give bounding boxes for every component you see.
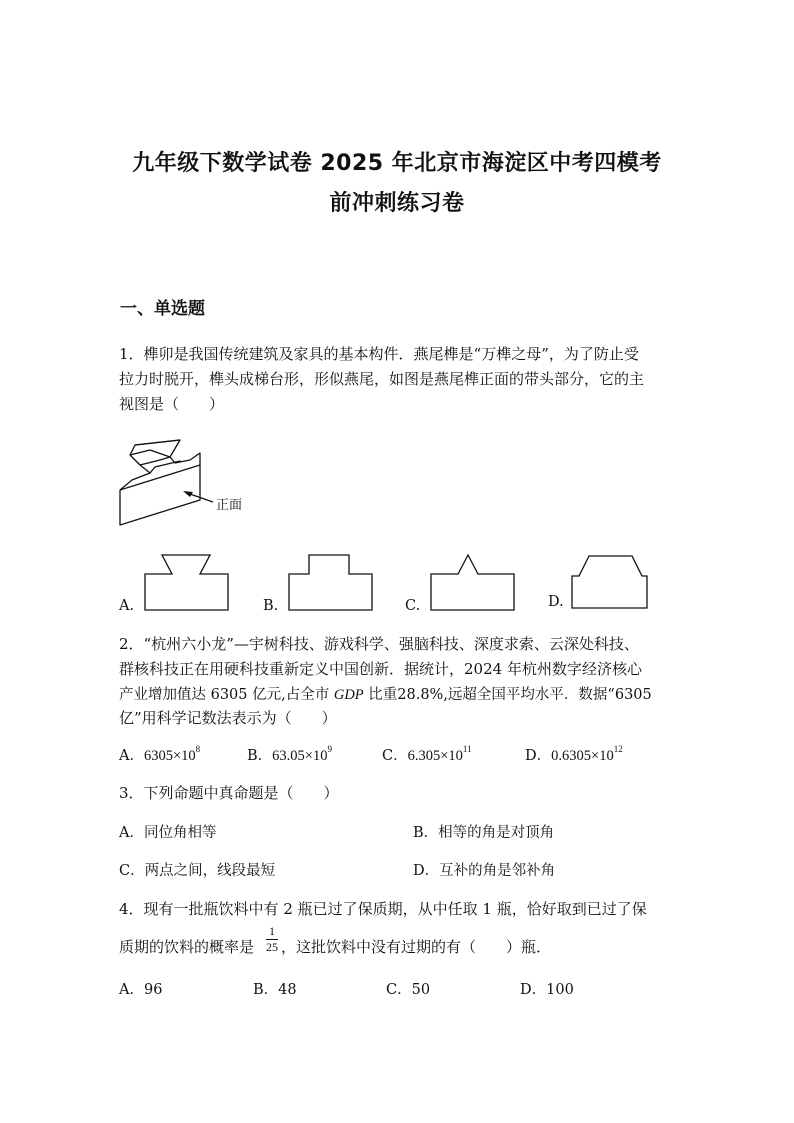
- q3-option-d: D．互补的角是邻补角: [413, 863, 556, 879]
- fraction-numerator: 1: [269, 924, 275, 938]
- q1-option-c-label: C.: [405, 598, 421, 614]
- q3-stem: 3．下列命题中真命题是（ ）: [119, 784, 339, 802]
- q4-option-c: C．50: [386, 982, 431, 998]
- q4-line-2-after: ，这批饮料中没有过期的有（ ）瓶．: [281, 938, 552, 956]
- q3-option-b: B．相等的角是对顶角: [413, 825, 555, 841]
- figure-front-label: 正面: [216, 498, 243, 513]
- page-title-line-1: 九年级下数学试卷 2025 年北京市海淀区中考四模考: [132, 151, 662, 176]
- q1-line-2: 拉力时脱开，榫头成梯台形，形似燕尾，如图是燕尾榫正面的带头部分，它的主: [119, 370, 645, 388]
- q1-option-c-shape: [426, 550, 521, 615]
- q2-line-3-after: 比重28.8%,远超全国平均水平．数据“6305: [363, 687, 652, 703]
- q1-option-a-label: A.: [119, 598, 135, 614]
- q2-line-3-before: 产业增加值达 6305 亿元,占全市: [119, 687, 334, 703]
- fraction-denominator: 25: [266, 940, 278, 954]
- q4-option-b: B．48: [253, 982, 297, 998]
- q1-line-1: 1．榫卯是我国传统建筑及家具的基本构件．燕尾榫是“万榫之母”，为了防止受: [119, 345, 639, 363]
- q2-option-c: C．$6.305\times 10^{11}$: [382, 744, 472, 764]
- q1-option-d-shape: [567, 548, 662, 613]
- q4-option-a: A．96: [119, 982, 163, 998]
- q1-option-b-shape: [284, 550, 379, 615]
- probability-fraction: [266, 925, 278, 954]
- q1-option-d-label: D.: [548, 594, 564, 610]
- q2-option-a: A．$6305\times 10^8$: [119, 744, 201, 764]
- q2-line-1: 2．“杭州六小龙”—宇树科技、游戏科学、强脑科技、深度求索、云深处科技、: [119, 635, 639, 653]
- q4-line-1: 4．现有一批瓶饮料中有 2 瓶已过了保质期，从中任取 1 瓶，恰好取到已过了保: [119, 900, 647, 918]
- q4-option-d: D．100: [520, 982, 574, 998]
- q1-option-a-shape: [140, 550, 235, 615]
- q2-option-b: B．$63.05\times 10^9$: [247, 744, 332, 764]
- q3-option-a: A．同位角相等: [119, 825, 217, 841]
- q3-option-c: C．两点之间，线段最短: [119, 863, 276, 879]
- q2-line-4: 亿”用科学记数法表示为（ ）: [119, 709, 337, 727]
- q4-line-2-before: 质期的饮料的概率是: [119, 938, 255, 956]
- gdp-term: GDP: [333, 687, 364, 703]
- page-title-line-2: 前冲刺练习卷: [329, 191, 465, 216]
- q2-line-3: [119, 683, 652, 704]
- dovetail-figure: [115, 435, 265, 530]
- q2-option-d: D．$0.6305\times 10^{12}$: [525, 744, 623, 764]
- q1-line-3: 视图是（ ）: [119, 395, 225, 413]
- q1-option-b-label: B.: [263, 598, 279, 614]
- q2-line-2: 群核科技正在用硬科技重新定义中国创新．据统计，2024 年杭州数字经济核心: [119, 660, 642, 678]
- section-heading: 一、单选题: [120, 299, 205, 319]
